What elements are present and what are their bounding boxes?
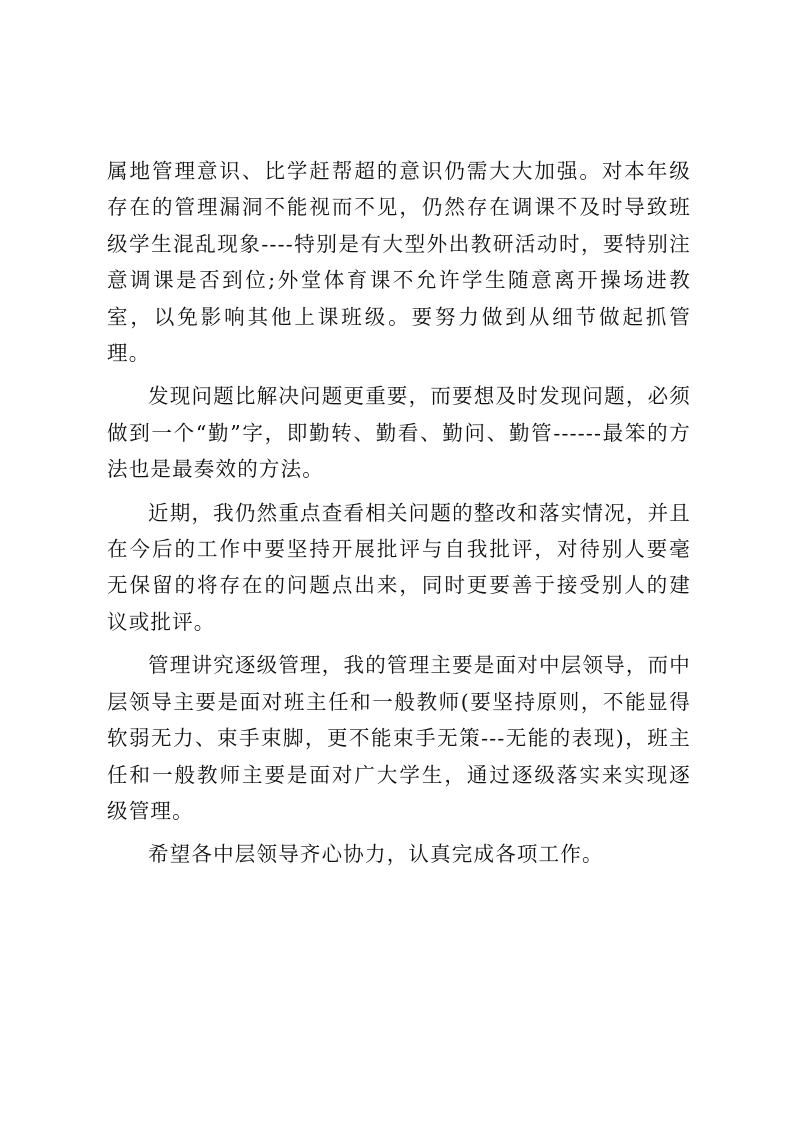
paragraph: 发现问题比解决问题更重要，而要想及时发现问题，必须做到一个“勤”字，即勤转、勤看、勤问、勤管------最笨的方法也是最奏效的方法。 [107, 384, 691, 482]
paragraph-spacer [107, 829, 691, 836]
paragraph-spacer [107, 371, 691, 378]
paragraph-continued: 属地管理意识、比学赶帮超的意识仍需大大加强。对本年级存在的管理漏洞不能视而不见，仍然存在调课不及时导致班级学生混乱现象----特别是有大型外出教研活动时，要特别注意调课是否到位;外堂体育课不允许学生随意离开操场进教室，以免影响其他上课班级。要努力做到从细节做起抓管理。 [107, 159, 691, 366]
paragraph-closing: 希望各中层领导齐心协力，认真完成各项工作。 [148, 842, 604, 867]
paragraph: 管理讲究逐级管理，我的管理主要是面对中层领导，而中层领导主要是面对班主任和一般教师(要坚持原则，不能显得软弱无力、束手束脚，更不能束手无策---无能的表现)，班主任和一般教师主要是面对广大学生，通过逐级落实来实现逐级管理。 [107, 653, 691, 823]
paragraph: 近期，我仍然重点查看相关问题的整改和落实情况，并且在今后的工作中要坚持开展批评与自我批评，对待别人要毫无保留的将存在的问题点出来，同时更要善于接受别人的建议或批评。 [107, 500, 691, 634]
paragraph-spacer [107, 488, 691, 495]
document-body [107, 153, 691, 873]
paragraph-spacer [107, 640, 691, 647]
